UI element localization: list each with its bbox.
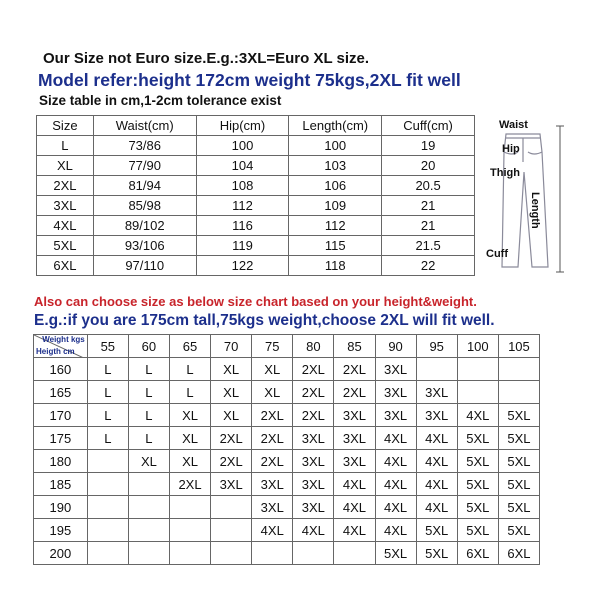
size-cell: 4XL [293, 519, 334, 542]
size-cell: 2XL [334, 381, 375, 404]
size-cell: 4XL [416, 427, 457, 450]
size-cell [498, 381, 539, 404]
size-cell: 3XL [252, 473, 293, 496]
height-cell: 170 [34, 404, 88, 427]
height-axis-label: Heigth cm [36, 347, 75, 356]
height-weight-chart [33, 334, 540, 565]
pants-diagram [478, 112, 588, 282]
size-cell: 4XL [334, 496, 375, 519]
chart-row [34, 427, 540, 450]
size-table-cell: 106 [289, 176, 382, 196]
size-cell: 4XL [457, 404, 498, 427]
chart-corner-cell [34, 335, 88, 358]
size-cell: 2XL [252, 427, 293, 450]
size-cell: XL [211, 381, 252, 404]
size-cell: L [128, 404, 169, 427]
size-cell: 4XL [416, 496, 457, 519]
cuff-label: Cuff [486, 248, 508, 260]
size-table-cell: 81/94 [93, 176, 196, 196]
size-table-cell: 116 [196, 216, 289, 236]
height-cell: 195 [34, 519, 88, 542]
size-cell: 5XL [457, 473, 498, 496]
size-table-cell: 112 [289, 216, 382, 236]
size-cell: L [169, 358, 210, 381]
weight-header-cell: 105 [498, 335, 539, 358]
size-table-cell: 3XL [37, 196, 94, 216]
size-table-cell: XL [37, 156, 94, 176]
size-table-cell: 2XL [37, 176, 94, 196]
size-cell: 2XL [211, 450, 252, 473]
size-cell: 2XL [293, 358, 334, 381]
size-table-cell: 118 [289, 256, 382, 276]
size-cell: 5XL [416, 519, 457, 542]
size-cell: 2XL [211, 427, 252, 450]
size-table-cell: 108 [196, 176, 289, 196]
size-cell: XL [211, 358, 252, 381]
size-table-cell: 119 [196, 236, 289, 256]
size-table-cell: 112 [196, 196, 289, 216]
size-cell [211, 496, 252, 519]
size-cell [87, 542, 128, 565]
size-table-caption: Size table in cm,1-2cm tolerance exist [39, 93, 282, 108]
size-cell [87, 519, 128, 542]
size-cell [211, 542, 252, 565]
size-cell: 5XL [375, 542, 416, 565]
size-cell: 4XL [334, 473, 375, 496]
size-cell: 4XL [375, 473, 416, 496]
chart-row [34, 519, 540, 542]
size-cell: 5XL [457, 450, 498, 473]
size-cell: 4XL [252, 519, 293, 542]
size-table-cell: 104 [196, 156, 289, 176]
size-table-cell: 6XL [37, 256, 94, 276]
size-cell: XL [169, 404, 210, 427]
size-cell [128, 542, 169, 565]
chart-note: Also can choose size as below size chart based on your height&weight. [34, 294, 477, 309]
height-cell: 200 [34, 542, 88, 565]
size-cell: 4XL [375, 450, 416, 473]
size-table-cell: 109 [289, 196, 382, 216]
size-cell [87, 450, 128, 473]
size-cell: 3XL [293, 427, 334, 450]
size-cell: 6XL [498, 542, 539, 565]
size-table-row [37, 176, 475, 196]
size-cell: 3XL [375, 358, 416, 381]
size-table-cell: 97/110 [93, 256, 196, 276]
size-cell: 3XL [375, 404, 416, 427]
chart-row [34, 473, 540, 496]
chart-row [34, 404, 540, 427]
size-table-cell: 21 [382, 216, 475, 236]
size-cell: 3XL [252, 496, 293, 519]
length-label: Length [529, 192, 541, 229]
size-cell: 5XL [498, 496, 539, 519]
size-cell: 3XL [416, 381, 457, 404]
size-cell: 5XL [498, 450, 539, 473]
size-cell: 5XL [498, 473, 539, 496]
size-cell [457, 358, 498, 381]
thigh-label: Thigh [490, 167, 520, 179]
size-cell [128, 496, 169, 519]
weight-header-cell: 75 [252, 335, 293, 358]
weight-header-cell: 60 [128, 335, 169, 358]
size-cell: 3XL [334, 450, 375, 473]
weight-header-cell: 95 [416, 335, 457, 358]
chart-row [34, 542, 540, 565]
size-table-header-cell: Cuff(cm) [382, 116, 475, 136]
size-cell [87, 473, 128, 496]
size-table-header-cell: Waist(cm) [93, 116, 196, 136]
size-table-header [37, 116, 475, 136]
size-cell: 5XL [457, 427, 498, 450]
size-table-cell: 21.5 [382, 236, 475, 256]
size-table-row [37, 236, 475, 256]
size-table-row [37, 156, 475, 176]
weight-header-cell: 80 [293, 335, 334, 358]
size-cell: XL [252, 358, 293, 381]
size-cell [128, 519, 169, 542]
size-table-cell: L [37, 136, 94, 156]
weight-header-cell: 85 [334, 335, 375, 358]
note-euro-size: Our Size not Euro size.E.g.:3XL=Euro XL size. [43, 50, 370, 67]
height-cell: 165 [34, 381, 88, 404]
size-table-row [37, 136, 475, 156]
size-cell [169, 542, 210, 565]
chart-row [34, 381, 540, 404]
waist-label: Waist [499, 119, 528, 131]
size-cell: L [87, 404, 128, 427]
size-cell: 5XL [498, 404, 539, 427]
size-table-cell: 100 [196, 136, 289, 156]
weight-header-cell: 65 [169, 335, 210, 358]
size-cell: XL [169, 427, 210, 450]
size-cell [169, 519, 210, 542]
chart-row [34, 358, 540, 381]
size-table-cell: 103 [289, 156, 382, 176]
model-reference: Model refer:height 172cm weight 75kgs,2XL fit well [38, 70, 461, 90]
size-table-header-cell: Hip(cm) [196, 116, 289, 136]
size-cell: L [128, 427, 169, 450]
size-cell [87, 496, 128, 519]
size-cell [457, 381, 498, 404]
size-cell: 4XL [334, 519, 375, 542]
size-cell [416, 358, 457, 381]
size-table-cell: 100 [289, 136, 382, 156]
weight-header-cell: 90 [375, 335, 416, 358]
size-cell: 3XL [293, 473, 334, 496]
weight-header-cell: 70 [211, 335, 252, 358]
size-cell: 2XL [252, 450, 293, 473]
size-cell: XL [128, 450, 169, 473]
size-table-cell: 21 [382, 196, 475, 216]
size-cell: 3XL [334, 427, 375, 450]
size-cell: 3XL [211, 473, 252, 496]
size-table-cell: 20.5 [382, 176, 475, 196]
chart-row [34, 450, 540, 473]
size-cell: 4XL [375, 427, 416, 450]
size-cell: 2XL [293, 404, 334, 427]
size-table-cell: 20 [382, 156, 475, 176]
size-table [36, 115, 475, 276]
height-cell: 190 [34, 496, 88, 519]
size-cell: 5XL [498, 519, 539, 542]
size-cell: 3XL [293, 450, 334, 473]
size-cell: XL [252, 381, 293, 404]
size-cell: 2XL [293, 381, 334, 404]
height-cell: 180 [34, 450, 88, 473]
size-cell: 6XL [457, 542, 498, 565]
chart-example: E.g.:if you are 175cm tall,75kgs weight,choose 2XL will fit well. [34, 312, 495, 329]
size-cell: 5XL [416, 542, 457, 565]
size-cell: 5XL [498, 427, 539, 450]
size-cell [498, 358, 539, 381]
weight-axis-label: Weight kgs [42, 335, 85, 344]
size-cell: 4XL [375, 519, 416, 542]
size-cell: 4XL [375, 496, 416, 519]
size-table-header-cell: Length(cm) [289, 116, 382, 136]
weight-header-cell: 55 [87, 335, 128, 358]
size-cell: 5XL [457, 519, 498, 542]
size-table-cell: 73/86 [93, 136, 196, 156]
size-cell: 3XL [334, 404, 375, 427]
size-cell [252, 542, 293, 565]
size-cell: 3XL [293, 496, 334, 519]
size-cell: L [87, 381, 128, 404]
size-cell [169, 496, 210, 519]
size-cell: XL [211, 404, 252, 427]
height-cell: 175 [34, 427, 88, 450]
size-table-cell: 5XL [37, 236, 94, 256]
weight-header-cell: 100 [457, 335, 498, 358]
size-cell: 3XL [416, 404, 457, 427]
size-cell [293, 542, 334, 565]
size-table-header-cell: Size [37, 116, 94, 136]
size-cell: 2XL [169, 473, 210, 496]
size-cell [334, 542, 375, 565]
size-cell: L [128, 358, 169, 381]
chart-row [34, 496, 540, 519]
size-table-cell: 85/98 [93, 196, 196, 216]
size-table-row [37, 216, 475, 236]
size-cell: L [87, 427, 128, 450]
size-table-cell: 4XL [37, 216, 94, 236]
size-cell: 4XL [416, 473, 457, 496]
size-table-cell: 115 [289, 236, 382, 256]
size-cell: 2XL [334, 358, 375, 381]
size-table-row [37, 196, 475, 216]
size-cell: 4XL [416, 450, 457, 473]
hip-label: Hip [502, 143, 520, 155]
size-table-cell: 77/90 [93, 156, 196, 176]
chart-header-row [34, 335, 540, 358]
size-table-cell: 19 [382, 136, 475, 156]
size-table-row [37, 256, 475, 276]
height-cell: 160 [34, 358, 88, 381]
size-cell: L [169, 381, 210, 404]
size-table-cell: 122 [196, 256, 289, 276]
size-cell [211, 519, 252, 542]
size-cell: 3XL [375, 381, 416, 404]
size-cell: 5XL [457, 496, 498, 519]
size-table-cell: 22 [382, 256, 475, 276]
size-cell: XL [169, 450, 210, 473]
size-cell: L [87, 358, 128, 381]
height-cell: 185 [34, 473, 88, 496]
size-table-cell: 93/106 [93, 236, 196, 256]
size-cell: 2XL [252, 404, 293, 427]
size-table-cell: 89/102 [93, 216, 196, 236]
size-cell: L [128, 381, 169, 404]
size-cell [128, 473, 169, 496]
